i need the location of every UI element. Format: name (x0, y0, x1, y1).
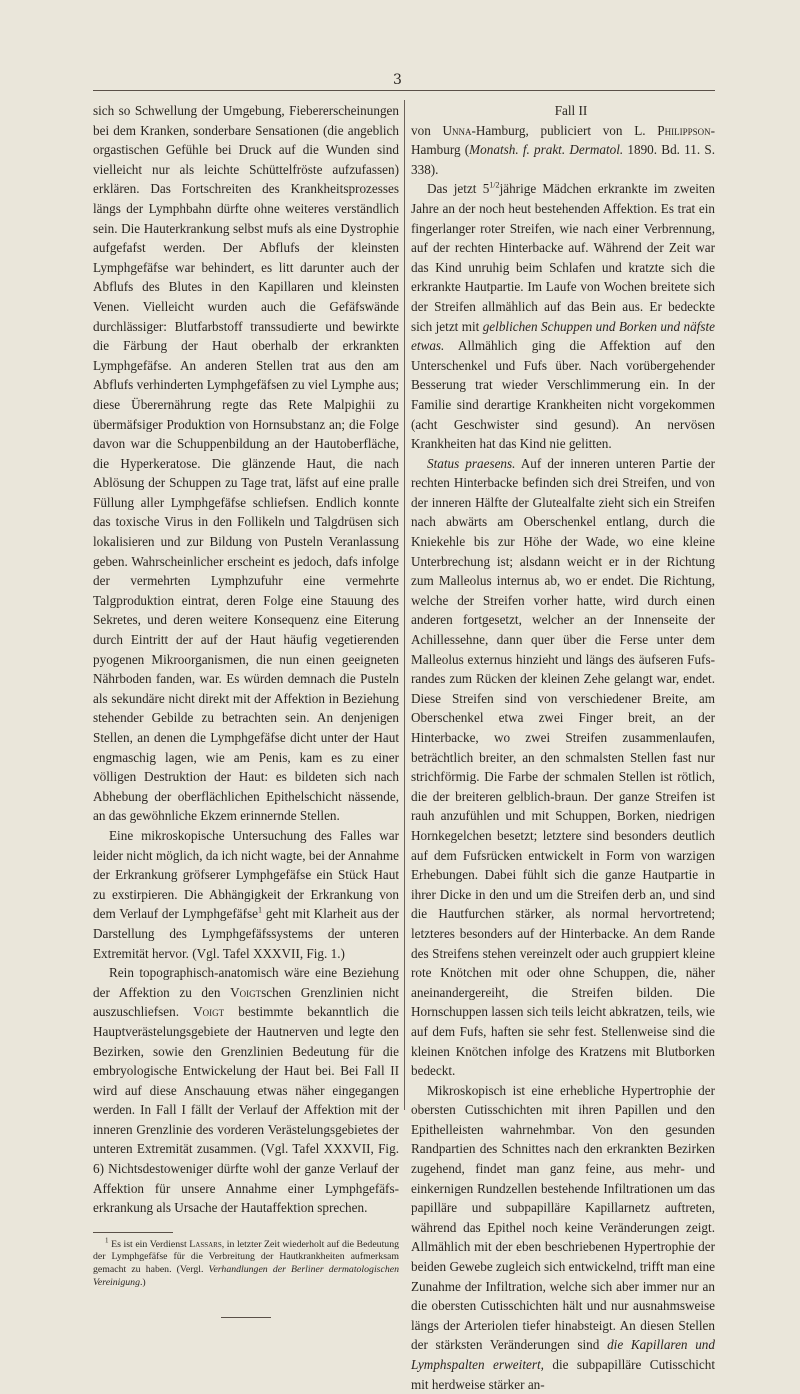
end-rule (221, 1317, 271, 1318)
right-paragraph-2-text-end: Allmählich ging die Affektion auf den Unterschenkel und Fufs über. Nach vorübergehender Besserung trat wieder Verschlimmerung ein. In der Familie sind derartige Krankheiten nicht vorgekommen (acht Geschwister sind gesund). An nervösen Krankheiten hat das Kind nie gelitten. (411, 338, 715, 452)
left-paragraph-2-text: Eine mikroskopische Untersuchung des Falles war leider nicht möglich, da ich nicht wagte, bei der Annahme der Erkrankung gröfserer Lymphgefäfse ein Stück Haut zu exstirpieren. Die Abhängigkeit der Erkrankung von dem Verlauf der Lymphgefäfse (93, 827, 399, 922)
author-name-voigt: Voigt (193, 1004, 225, 1020)
right-paragraph-1-text-end: 1890. Bd. 11. S. 338). (411, 142, 715, 177)
left-paragraph-1: sich so Schwellung der Umgebung, Fiebererscheinungen bei dem Kranken, sonderbare Sensationen (die angeblich orgastischen Gefühle bei Druck auf die Wunden sind vielleicht nur als leichte Schüttelfröste aufzufassen) erklären. Das Fortschreiten des Krankheitsprozesses längs der Lymphbahn dürfte ohne weiteres verständlich sein. Die Hauterkrankung selbst mufs als eine Dystrophie aufgefafst werden. Der Abflufs der kleinsten Lymphgefäfse war behindert, es litt darunter auch der Abflufs des Blutes in den Kapillaren und kleinsten Venen. Vielleicht wurden auch die Gefäfswände durchlässiger: Blutfarbstoff transsudierte und bewirkte die Färbung der Haut oberhalb der erkrankten Lymphgefäfse. An anderen Stellen trat aus den am Abflufs verhinderten Lymphgefäfsen zu viel Lymphe aus; diese Überernährung regte das Rete Malpighii zu übermäfsiger Produktion von Hornsubstanz an; die Folge davon war die Schuppenbildung an der Hautoberfläche, die Hyperkeratose. Die glänzende Haut, die nach Ablösung der Schuppen zu Tage trat, läfst auf eine pralle Füllung aller Lymphgefäfse schliefsen. Endlich konnte das toxische Virus in den Follikeln und Talgdrüsen sich lokalisieren und zur Bildung von Pusteln Veranlassung geben. Wahrscheinlicher erscheint es jedoch, dafs infolge der vermehrten Lymphzufuhr eine vermehrte Talgproduktion eintrat, deren Folge eine Stauung des Sekretes, und deren weitere Konsequenz eine Eiterung durch Eintritt der auf der Haut häufig vegetierenden pyogenen Mikroorganismen, die nun einen geeigneten Nährboden fanden, war. Es würden demnach die Pusteln als sekundäre nicht direkt mit der Affektion in Beziehung stehender Gebilde zu betrachten sein. An denjenigen Stellen, an denen die Lymphgefäfse dicht unter der Haut engmaschig lagen, wie am Penis, kam es zu einer völligen Destruktion der Haut: es bildeten sich nach Abhebung der oberflächlichen Epithelschicht nässende, an das gewöhnliche Ekzem erinnernde Stellen. (93, 103, 399, 824)
author-name-unna: Unna (442, 122, 472, 138)
right-paragraph-3 (411, 454, 715, 1081)
footnote-number: 1 (105, 1236, 109, 1245)
right-paragraph-3-text: Auf der inneren unteren Partie der rechten Hinterbacke befinden sich drei Streifen, und von der inneren Hälfte der Glutealfalte zieht sich ein Streifen nach abwärts am Oberschenkel entlang, durch die Kniekehle bis zur Höhe der Wade, wo eine kleine Unterbrechung ist; alsdann weicht er in der Richtung zum Malleolus internus ab, wo er endet. Die Richtung, welche der Streifen vorher hatte, wird durch einen anderen fortgesetzt, welcher an der Innenseite der Achillessehne, dann quer über die Ferse unter dem Malleolus externus hinzieht und längs des äufseren Fufsrandes zum Rücken der kleinen Zehe gelangt war, endet. Diese Streifen sind von verschiedener Breite, am Oberschenkel etwa zwei Finger breit, an der Hinterbacke, wo zwei Streifen zusammenlaufen, beträchtlich breiter, an den schmalsten Stellen fast nur strichförmig. Die Farbe der schmalen Stellen ist rötlich, die der breiteren gelblich-braun. Der ganze Streifen ist rauh anzufühlen und mit Schuppen, Borken, niedrigen Hornkegelchen besetzt; letztere sind besonders deutlich auf dem Fufsrücken entwickelt in Form von warzigen Erhebungen. Dabei fühlt sich die ganze Hautpartie in ihrer Dicke in den und um die Streifen derb an, und sind die Hautfurchen stärker, als normal hervortretend; letzteres besonders auf der Hinterbacke. An dem Rande des Streifens stehen vereinzelt oder auch gruppiert kleine rote Knötchen mit oder ohne Schuppen, die, näher aneinandergereiht, die Streifen bilden. Die Hornschuppen lassen sich teils leicht abkratzen, teils, wie auf dem Fufs, haften sie sehr fest. Stellenweise sind die kleinen Knötchen infolge des Kratzens mit Blutborken bedeckt. (411, 455, 716, 1079)
footnote (93, 1236, 399, 1289)
section-heading: Fall II (554, 103, 588, 118)
author-name-voigt: Voigt (230, 984, 262, 1000)
right-paragraph-4 (411, 1081, 715, 1394)
right-paragraph-2-text-cont: jährige Mädchen erkrankte im zweiten Jahre an der noch heut bestehenden Affektion. Es trat ein fingerlanger roter Streifen, wie nach einer Verbrennung, auf der rechten Hinterbacke auf. Während der Zeit war das Kind unruhig beim Schlafen und kratzte sich die erkrankte Hautpartie. Im Laufe von Wochen breitete sich der Streifen allmählich auf das Bein aus. Er bedeckte sich jetzt mit (411, 181, 715, 334)
emphasized-text: die Kapillaren und Lymphspalten erweitert, (411, 1337, 715, 1372)
footnote-text-cont: , in letzter Zeit wiederholt auf die Bedeutung der Lymphgefäfse für die Verbreitung der Hautkrankheiten aufmerksam gemacht zu haben. (Vergl. (93, 1238, 399, 1276)
author-name-lassar: Lassars (189, 1238, 222, 1250)
right-paragraph-2 (411, 179, 715, 453)
emphasized-text: gelblichen Schuppen und Borken und näfste etwas. (411, 318, 715, 354)
right-paragraph-1-text-mid: -Hamburg ( (411, 122, 715, 158)
right-paragraph-4-text: Mikroskopisch ist eine erhebliche Hypertrophie der obersten Cutisschichten mit ihren Papillen und den Epithelleisten wahrnehmbar. Von den gesunden Randpartien des Schnittes nach den erkrankten Bezirken zugehend, findet man ganz feine, aus mehr- und einkernigen Rundzellen bestehende Infiltrationen um das papilläre und subpapilläre Kapillarnetz auftreten, während das Epithel noch keine Veränderungen zeigt. Allmählich mit der eben beschriebenen Hypertrophie der beiden Gewebe zugleich sich entwickelnd, trifft man eine Zunahme der Infiltration, welche sich aber immer nur an die obersten Cutisschichten hält und nur ausnahmsweise längs der Arteriolen tiefer hinabsteigt. An diesen Stellen der stärksten Veränderungen sind (411, 1082, 715, 1353)
status-praesens-heading: Status praesens. (427, 455, 516, 471)
left-paragraph-2 (93, 826, 399, 963)
left-paragraph-3-text: Rein topographisch-anatomisch wäre eine Beziehung der Affektion zu den (93, 965, 399, 1000)
left-paragraph-3-text-cont: schen Grenzlinien nicht auszuschliefsen. (93, 984, 399, 1020)
left-paragraph-3-text-end: bestimmte bekanntlich die Hauptverästelungsgebiete der Hautnerven und legte den Bezirken, sowie den Grenzlinien Bedeutung für die embryologische Entwickelung der Haut bei. Bei Fall II wird auf diese Anschauung etwas näher eingegangen werden. In Fall I fällt der Verlauf der Affektion mit der inneren Grenzlinie des vorderen Verästelungsgebietes der unteren Extremität zusammen. (Vgl. Tafel XXXVII, Fig. 6) Nichtsdestoweniger dürfte wohl der ganze Verlauf der Affektion für unsere Annahme einer Lymphgefäfserkrankung als Ursache der Hautaffektion sprechen. (93, 1004, 399, 1216)
left-paragraph-2-text-cont: geht mit Klarheit aus der Darstellung des Lymphgefäfssystems der unteren Extremität hervor. (Vgl. Tafel XXXVII, Fig. 1.) (93, 906, 399, 961)
footnote-rule (93, 1232, 173, 1233)
column-divider (404, 100, 405, 1110)
footnote-text: Es ist ein Verdienst (108, 1238, 190, 1250)
left-column (93, 101, 399, 1318)
right-paragraph-1 (411, 121, 715, 180)
journal-citation: Monatsh. f. prakt. Dermatol. (469, 142, 624, 158)
footnote-citation: Verhandlungen der Berliner dermatologischen Vereinigung (93, 1264, 399, 1288)
right-paragraph-2-text: Das jetzt 5 (427, 181, 490, 197)
author-name-philippson: Philippson (657, 122, 711, 138)
page-number: 3 (393, 72, 403, 88)
fraction: 1/2 (489, 180, 500, 190)
left-paragraph-3 (93, 963, 399, 1218)
right-paragraph-1-text: von (411, 122, 443, 138)
right-paragraph-4-text-end: die subpapilläre Cutisschicht mit herdweise stärker an- (411, 1357, 716, 1392)
right-paragraph-1-text-cont: -Hamburg, publiciert von L. (471, 122, 658, 138)
footnote-text-end: .) (139, 1276, 146, 1288)
footnote-reference: 1 (258, 905, 262, 915)
right-column (411, 101, 715, 1394)
header-rule (93, 90, 715, 91)
